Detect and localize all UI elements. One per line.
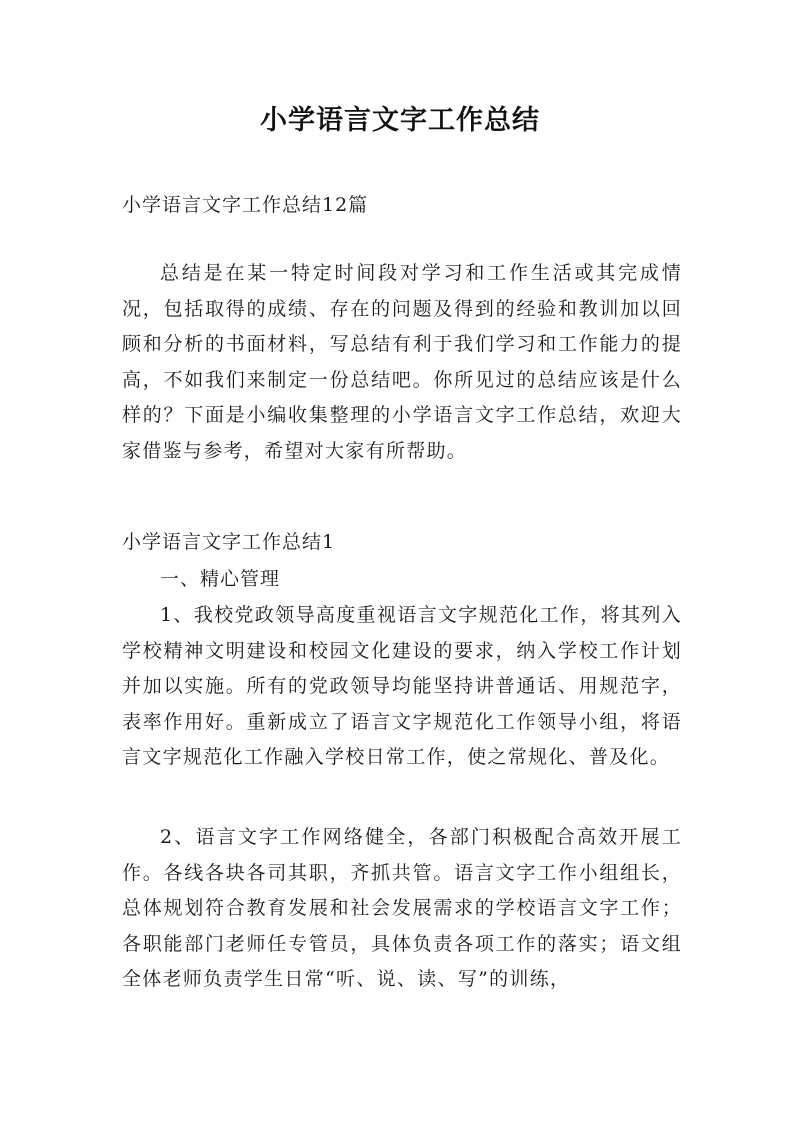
body-paragraph: 2、语言文字工作网络健全，各部门积极配合高效开展工作。各线各块各司其职，齐抓共管。语言文字工作小组组长，总体规划符合教育发展和社会发展需求的学校语言文字工作；各职能部门老师任专管员，具体负责各项工作的落实；语文组全体老师负责学生日常“听、说、读、写”的训练，: [122, 826, 682, 990]
document-subtitle: 小学语言文字工作总结12篇: [122, 194, 369, 216]
document-title: 小学语言文字工作总结: [260, 105, 540, 136]
section-heading: 小学语言文字工作总结1: [122, 531, 336, 553]
section-subheading: 一、精心管理: [160, 568, 281, 590]
body-paragraph: 1、我校党政领导高度重视语言文字规范化工作，将其列入学校精神文明建设和校园文化建设的要求，纳入学校工作计划并加以实施。所有的党政领导均能坚持讲普通话、用规范字，表率作用好。重新成立了语言文字规范化工作领导小组，将语言文字规范化工作融入学校日常工作，使之常规化、普及化。: [122, 604, 682, 768]
intro-paragraph: 总结是在某一特定时间段对学习和工作生活或其完成情况，包括取得的成绩、存在的问题及得到的经验和教训加以回顾和分析的书面材料，写总结有利于我们学习和工作能力的提高，不如我们来制定一份总结吧。你所见过的总结应该是什么样的？下面是小编收集整理的小学语言文字工作总结，欢迎大家借鉴与参考，希望对大家有所帮助。: [122, 262, 682, 462]
